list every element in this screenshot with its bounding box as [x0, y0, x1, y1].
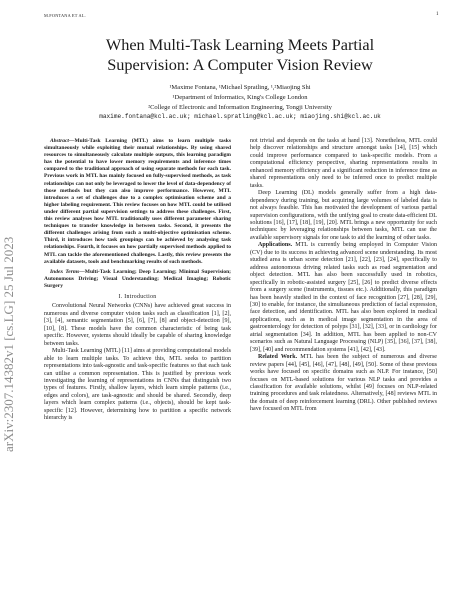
title-line-2: Supervision: A Computer Vision Review	[107, 55, 373, 74]
page-number: 1	[436, 12, 439, 17]
related-work-paragraph	[250, 354, 437, 414]
paper-title	[44, 35, 436, 75]
intro-paragraph-1: Convolutional Neural Networks (CNNs) have achieved great success in numerous and diverse computer vision tasks such as classification [1], [2], [3], [4], semantic segmentation [5], [6], [7], [8] and object-detection [9], [10], [8]. These models have the common characteristic of being task specific. However, systems should ideally be capable of sharing knowledge between tasks.	[44, 303, 231, 347]
left-column	[44, 138, 231, 423]
author-emails: maxime.fontana@kcl.ac.uk; michael.spratling@kcl.ac.uk; miaojing.shi@kcl.ac.uk	[99, 113, 381, 121]
related-work-run-in: Related Work.	[258, 354, 298, 361]
right-column	[250, 138, 437, 414]
index-terms-lead: Index Terms	[50, 268, 80, 275]
author-block	[44, 83, 436, 122]
abstract	[44, 138, 231, 266]
index-terms-text: —Multi-Task Learning; Deep Learning; Minimal Supervision; Autonomous Driving; Visual Understanding; Medical Imaging; Robotic Surgery	[44, 268, 231, 289]
applications-run-in: Applications.	[258, 242, 293, 249]
title-line-1: When Multi-Task Learning Meets Partial	[105, 35, 375, 54]
abstract-lead: Abstract	[50, 138, 69, 144]
affiliation-2: ²College of Electronic and Information Engineering, Tongji University	[148, 103, 332, 111]
index-terms	[44, 269, 231, 290]
section-heading-introduction: I. Introduction	[118, 293, 157, 300]
related-work-text: MTL has been the subject of numerous and diverse review papers [44], [45], [46], [47], [48], [49], [50]. Some of these previous works have focused on specific domains such as NLP. For instance, [50] focuses on MTL-based solutions for various NLP tasks and provides a classification for available solutions, whilst [49] focuses on NLP-related training procedures and task relatedness. Alternatively, [48] reviews MTL in the domain of deep reinforcement learning (DRL). Other published reviews have focused on MTL from	[250, 354, 437, 413]
affiliation-1: ¹Department of Informatics, King's College London	[172, 93, 308, 101]
author-names: ¹Maxime Fontana, ¹Michael Spratling, ¹,²Miaojing Shi	[169, 84, 311, 91]
abstract-text: —Multi-Task Learning (MTL) aims to learn multiple tasks simultaneously while exploiting their mutual relationships. By using shared resources to simultaneously calculate multiple outputs, this learning paradigm has the potential to have lower memory requirements and inference times compared to the traditional approach of using separate methods for each task. Previous work in MTL has mainly focused on fully-supervised methods, as task relationships can not only be leveraged to lower the level of data-dependency of those methods but they can also improve performance. However, MTL introduces a set of challenges due to a complex optimisation scheme and a higher labeling requirement. This review focuses on how MTL could be utilised under different partial supervision settings to address these challenges. First, this review analyses how MTL traditionally uses different parameter sharing techniques to transfer knowledge in between tasks. Second, it presents the different challenges arising from such a multi-objective optimisation scheme. Third, it introduces how task groupings can be achieved by analysing task relationships. Fourth, it focuses on how partially supervised methods applied to MTL can tackle the aforementioned challenges. Lastly, this review presents the available datasets, tools and benchmarking results of such methods.	[44, 138, 231, 265]
running-head: M.FONTANA ET AL.	[44, 13, 86, 18]
intro-paragraph-2: Multi-Task Learning (MTL) [11] aims at providing computational models able to learn multiple tasks. To achieve this, MTL seeks to partition representations into task-agnostic and task-specific features so that each task can utilise a common representation. This is justified by previous work investigating the learning of representations in CNNs that distinguish two types of features. Firstly, shallow layers, which learn simple patterns (i.e., edges and colors), are task-agnostic and should be shared. Secondly, deep layers which learn complex patterns (i.e., objects), should be kept task-specific [12]. However, determining how to partition a specific network hierarchy is	[44, 348, 231, 422]
right-paragraph-1: not trivial and depends on the tasks at hand [13]. Nonetheless, MTL could help discover relationships and structure amongst tasks [14], [15] which could improve performance compared to task-specific models. From a computational efficiency perspective, sharing representations results in enhanced memory efficiency and a significant reduction in inference time as shared representations only need to be inferred once to predict multiple tasks.	[250, 138, 437, 189]
applications-text: MTL is currently being employed in Computer Vision (CV) due to its success in achieving advanced scene understanding. Its most studied area is urban scene detection [21], [22], [23], [24], specifically to address autonomous driving related tasks such as road segmentation and object detection. MTL has also been successfully used in robotics, specifically in robotic-assisted surgery [25], [26] to predict diverse effects from a surgery scene (instruments, tissues etc.). Additionally, this paradigm has been heavily studied in the context of face recognition [27], [28], [29], [30] to enable, for instance, the simultaneous prediction of facial expression, face detection, and identification. MTL has also been explored in medical applications, such as in medical image segmentation in the area of gastroenterology for detection of polyps [31], [32], [33], or in cardiology for atrial segmentation [34]. In addition, MTL has been applied to non-CV scenarios such as Natural Language Processing (NLP) [35], [36], [37], [38], [39], [40] and recommendation systems [41], [42], [43].	[250, 242, 437, 353]
applications-paragraph	[250, 242, 437, 354]
right-paragraph-2: Deep Learning (DL) models generally suffer from a high data-dependency during training, but acquiring large volumes of labeled data is not always feasible. This has motivated the development of various partial supervision configurations, with the unifying goal to create data-efficient DL solutions [16], [17], [18], [19], [20]. MTL brings a new opportunity for such techniques: by leveraging relationships between tasks, MTL can use the available supervisory signals for one task to aid the learning of other tasks.	[250, 190, 437, 241]
arxiv-stamp-text: arXiv:2307.14382v1 [cs.LG] 25 Jul 2023	[1, 236, 16, 452]
